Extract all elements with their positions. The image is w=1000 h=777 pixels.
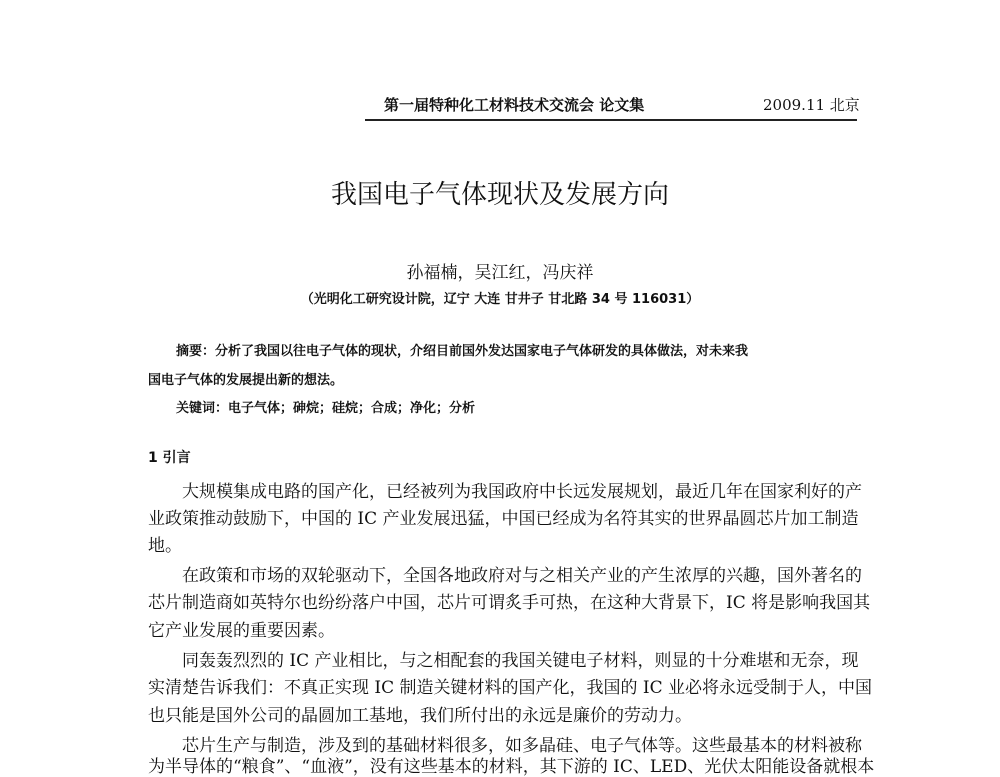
- abstract-line-1: 摘要：分析了我国以往电子气体的现状，介绍目前国外发达国家电子气体研发的具体做法，对未来我: [176, 344, 749, 359]
- paragraph-line: 也只能是国外公司的晶圆加工基地，我们所付出的永远是廉价的劳动力。: [148, 706, 692, 726]
- paragraph-line: 芯片生产与制造，涉及到的基础材料很多，如多晶硅、电子气体等。这些最基本的材料被称: [182, 736, 862, 756]
- paragraph-line: 在政策和市场的双轮驱动下，全国各地政府对与之相关产业的产生浓厚的兴趣，国外著名的: [182, 566, 862, 586]
- paper-title: 我国电子气体现状及发展方向: [330, 180, 669, 210]
- keywords: 关键词：电子气体；砷烷；硅烷；合成；净化；分析: [176, 401, 476, 416]
- paragraph-line: 大规模集成电路的国产化，已经被列为我国政府中长远发展规划，最近几年在国家利好的产: [182, 482, 862, 502]
- paragraph-line: 业政策推动鼓励下，中国的 IC 产业发展迅猛，中国已经成为名符其实的世界晶圆芯片加工制造: [148, 509, 859, 529]
- paragraph-line: 同轰轰烈烈的 IC 产业相比，与之相配套的我国关键电子材料，则显的十分难堪和无奈，现: [182, 651, 859, 671]
- authors: 孙福楠，吴江红，冯庆祥: [406, 263, 594, 283]
- header-rule: [365, 119, 857, 121]
- paragraph-line: 地。: [148, 536, 182, 556]
- paragraph-line: 为半导体的“粮食”、“血液”，没有这些基本的材料，其下游的 IC、LED、光伏太阳能设备就根本: [148, 757, 875, 777]
- paragraph-line: 实清楚告诉我们：不真正实现 IC 制造关键材料的国产化，我国的 IC 业必将永远受制于人，中国: [148, 678, 873, 698]
- running-header-conference: 第一届特种化工材料技术交流会 论文集: [384, 96, 645, 114]
- section-heading: 1 引言: [148, 450, 191, 466]
- running-header-date: 2009.11 北京: [763, 96, 860, 114]
- affiliation: （光明化工研究设计院，辽宁 大连 甘井子 甘北路 34 号 116031）: [300, 292, 700, 307]
- abstract-line-2: 国电子气体的发展提出新的想法。: [148, 373, 344, 388]
- paragraph-line: 它产业发展的重要因素。: [148, 621, 335, 641]
- paragraph-line: 芯片制造商如英特尔也纷纷落户中国，芯片可谓炙手可热，在这种大背景下，IC 将是影响我国其: [148, 593, 871, 613]
